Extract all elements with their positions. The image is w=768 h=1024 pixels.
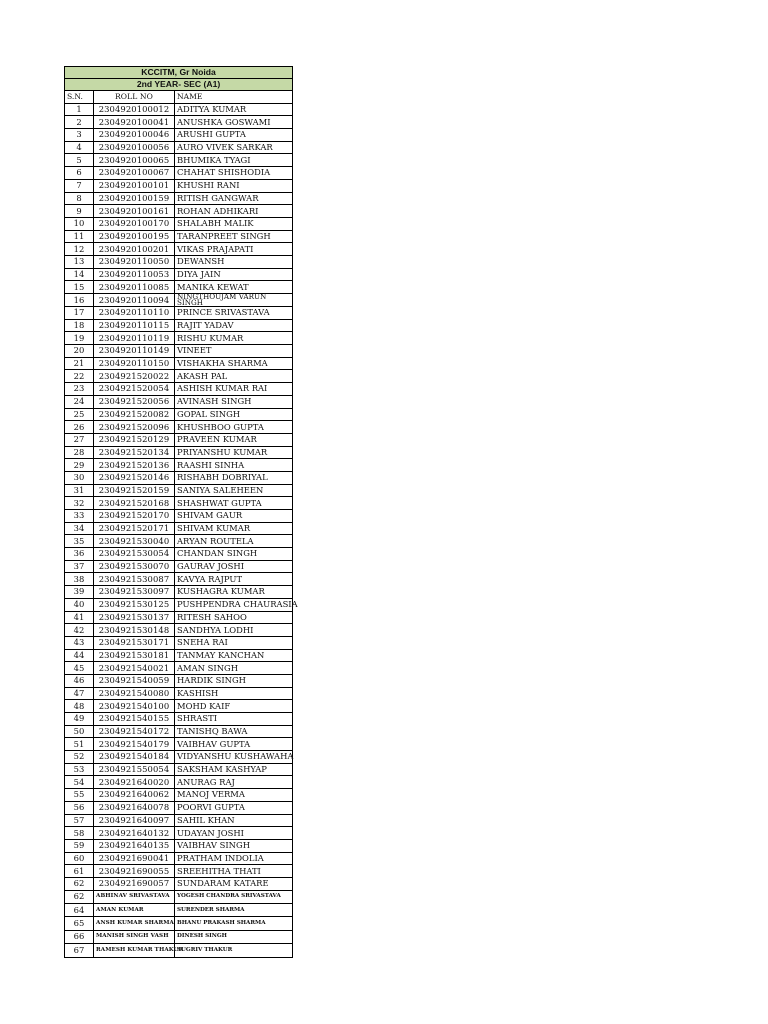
table-row bbox=[65, 852, 293, 865]
name-cell: DINESH SINGH bbox=[175, 930, 293, 943]
roll-cell: 2304921540100 bbox=[94, 700, 175, 713]
sn-cell: 52 bbox=[65, 751, 94, 764]
name-cell: SUNDARAM KATARE bbox=[175, 877, 293, 890]
name-cell: TARANPREET SINGH bbox=[175, 230, 293, 243]
name-cell: KASHISH bbox=[175, 687, 293, 700]
sn-cell: 23 bbox=[65, 383, 94, 396]
name-cell: GAURAV JOSHI bbox=[175, 560, 293, 573]
table-row bbox=[65, 192, 293, 205]
sn-cell: 51 bbox=[65, 738, 94, 751]
sn-cell: 48 bbox=[65, 700, 94, 713]
roll-cell: 2304920100041 bbox=[94, 116, 175, 129]
table-row bbox=[65, 408, 293, 421]
sn-cell: 30 bbox=[65, 471, 94, 484]
table-row bbox=[65, 205, 293, 218]
table-row bbox=[65, 560, 293, 573]
name-cell: CHAHAT SHISHODIA bbox=[175, 167, 293, 180]
roll-cell: 2304921640078 bbox=[94, 801, 175, 814]
table-row bbox=[65, 776, 293, 789]
name-cell: ARYAN ROUTELA bbox=[175, 535, 293, 548]
name-cell: BHUMIKA TYAGI bbox=[175, 154, 293, 167]
roll-cell: 2304921530054 bbox=[94, 548, 175, 561]
name-cell: TANMAY KANCHAN bbox=[175, 649, 293, 662]
sn-cell: 6 bbox=[65, 167, 94, 180]
sn-cell: 4 bbox=[65, 141, 94, 154]
sn-cell: 26 bbox=[65, 421, 94, 434]
table-row bbox=[65, 103, 293, 116]
table-row bbox=[65, 827, 293, 840]
name-cell: SANDHYA LODHI bbox=[175, 624, 293, 637]
sn-cell: 42 bbox=[65, 624, 94, 637]
name-cell: UDAYAN JOSHI bbox=[175, 827, 293, 840]
table-row bbox=[65, 383, 293, 396]
roll-cell: 2304920100046 bbox=[94, 129, 175, 142]
sn-cell: 62 bbox=[65, 877, 94, 890]
sn-cell: 57 bbox=[65, 814, 94, 827]
name-cell: VINEET bbox=[175, 345, 293, 358]
roll-cell: MANISH SINGH VASH bbox=[94, 930, 175, 943]
subtitle-row bbox=[65, 79, 293, 91]
table-row bbox=[65, 801, 293, 814]
roll-cell: 2304921530171 bbox=[94, 636, 175, 649]
roll-cell: 2304921530040 bbox=[94, 535, 175, 548]
roll-cell: 2304921540172 bbox=[94, 725, 175, 738]
name-cell: ROHAN ADHIKARI bbox=[175, 205, 293, 218]
roll-cell: 2304921520168 bbox=[94, 497, 175, 510]
roll-cell: 2304921520146 bbox=[94, 471, 175, 484]
table-row bbox=[65, 522, 293, 535]
table-row bbox=[65, 751, 293, 764]
table-row bbox=[65, 814, 293, 827]
table-row bbox=[65, 154, 293, 167]
sn-cell: 60 bbox=[65, 852, 94, 865]
table-row bbox=[65, 332, 293, 345]
roll-cell: 2304921690041 bbox=[94, 852, 175, 865]
name-cell: SAKSHAM KASHYAP bbox=[175, 763, 293, 776]
name-cell: ANUSHKA GOSWAMI bbox=[175, 116, 293, 129]
sn-cell: 3 bbox=[65, 129, 94, 142]
name-cell: ANURAG RAJ bbox=[175, 776, 293, 789]
name-cell: DIYA JAIN bbox=[175, 268, 293, 281]
sn-cell: 43 bbox=[65, 636, 94, 649]
college-title: KCCITM, Gr Noida bbox=[65, 67, 293, 79]
roll-cell: 2304921520056 bbox=[94, 395, 175, 408]
roll-cell: 2304920110150 bbox=[94, 357, 175, 370]
table-row bbox=[65, 484, 293, 497]
name-cell: MANOJ VERMA bbox=[175, 789, 293, 802]
table-row bbox=[65, 789, 293, 802]
roll-cell: 2304921540179 bbox=[94, 738, 175, 751]
roll-cell: ABHINAV SRIVASTAVA bbox=[94, 890, 175, 903]
roll-cell: 2304920110110 bbox=[94, 307, 175, 320]
name-cell: VAIBHAV SINGH bbox=[175, 839, 293, 852]
roll-cell: ANSH KUMAR SHARMA bbox=[94, 917, 175, 930]
table-row bbox=[65, 548, 293, 561]
table-row bbox=[65, 268, 293, 281]
table-row bbox=[65, 674, 293, 687]
name-cell: MOHD KAIF bbox=[175, 700, 293, 713]
table-row bbox=[65, 179, 293, 192]
roll-cell: 2304920110119 bbox=[94, 332, 175, 345]
name-cell: KUSHAGRA KUMAR bbox=[175, 586, 293, 599]
table-row bbox=[65, 294, 293, 307]
table-row bbox=[65, 649, 293, 662]
roll-cell: 2304921520171 bbox=[94, 522, 175, 535]
table-row bbox=[65, 917, 293, 930]
name-cell: SAHIL KHAN bbox=[175, 814, 293, 827]
name-cell: PRIYANSHU KUMAR bbox=[175, 446, 293, 459]
table-row bbox=[65, 357, 293, 370]
table-row bbox=[65, 944, 293, 957]
table-row bbox=[65, 116, 293, 129]
sn-cell: 24 bbox=[65, 395, 94, 408]
name-cell: ADITYA KUMAR bbox=[175, 103, 293, 116]
table-row bbox=[65, 573, 293, 586]
name-cell: RISHABH DOBRIYAL bbox=[175, 471, 293, 484]
sn-cell: 36 bbox=[65, 548, 94, 561]
name-cell: VISHAKHA SHARMA bbox=[175, 357, 293, 370]
name-cell: MANIKA KEWAT bbox=[175, 281, 293, 294]
name-cell: SNEHA RAI bbox=[175, 636, 293, 649]
roll-cell: 2304921640020 bbox=[94, 776, 175, 789]
roll-cell: RAMESH KUMAR THAKUR bbox=[94, 944, 175, 957]
table-row bbox=[65, 459, 293, 472]
name-cell: RAJIT YADAV bbox=[175, 319, 293, 332]
table-row bbox=[65, 738, 293, 751]
roll-cell: 2304921690055 bbox=[94, 865, 175, 878]
sn-cell: 25 bbox=[65, 408, 94, 421]
roll-cell: 2304921540155 bbox=[94, 713, 175, 726]
sn-cell: 55 bbox=[65, 789, 94, 802]
name-cell: SUGRIV THAKUR bbox=[175, 944, 293, 957]
table-row bbox=[65, 433, 293, 446]
table-row bbox=[65, 510, 293, 523]
sn-cell: 67 bbox=[65, 944, 94, 957]
name-cell: BHANU PRAKASH SHARMA bbox=[175, 917, 293, 930]
roll-cell: 2304920100056 bbox=[94, 141, 175, 154]
name-cell: RITESH SAHOO bbox=[175, 611, 293, 624]
roll-cell: 2304921520136 bbox=[94, 459, 175, 472]
sn-cell: 8 bbox=[65, 192, 94, 205]
table-row bbox=[65, 611, 293, 624]
sn-cell: 9 bbox=[65, 205, 94, 218]
sn-cell: 22 bbox=[65, 370, 94, 383]
sn-cell: 19 bbox=[65, 332, 94, 345]
table-row bbox=[65, 700, 293, 713]
table-row bbox=[65, 687, 293, 700]
name-cell: VIKAS PRAJAPATI bbox=[175, 243, 293, 256]
sn-cell: 45 bbox=[65, 662, 94, 675]
name-cell: PRINCE SRIVASTAVA bbox=[175, 307, 293, 320]
table-row bbox=[65, 598, 293, 611]
table-row bbox=[65, 586, 293, 599]
table-row bbox=[65, 217, 293, 230]
sn-cell: 40 bbox=[65, 598, 94, 611]
name-cell: AURO VIVEK SARKAR bbox=[175, 141, 293, 154]
roll-cell: 2304920100067 bbox=[94, 167, 175, 180]
roll-cell: 2304920110085 bbox=[94, 281, 175, 294]
sn-cell: 12 bbox=[65, 243, 94, 256]
roll-cell: 2304920100065 bbox=[94, 154, 175, 167]
name-cell: HARDIK SINGH bbox=[175, 674, 293, 687]
roll-cell: 2304921550054 bbox=[94, 763, 175, 776]
header-sn: S.N. bbox=[65, 91, 94, 104]
title-row bbox=[65, 67, 293, 79]
table-row bbox=[65, 865, 293, 878]
name-cell: RAASHI SINHA bbox=[175, 459, 293, 472]
sn-cell: 11 bbox=[65, 230, 94, 243]
roll-cell: 2304921520096 bbox=[94, 421, 175, 434]
name-cell: AVINASH SINGH bbox=[175, 395, 293, 408]
sn-cell: 15 bbox=[65, 281, 94, 294]
sn-cell: 1 bbox=[65, 103, 94, 116]
section-title: 2nd YEAR- SEC (A1) bbox=[65, 79, 293, 91]
roll-cell: AMAN KUMAR bbox=[94, 904, 175, 917]
sn-cell: 7 bbox=[65, 179, 94, 192]
sn-cell: 66 bbox=[65, 930, 94, 943]
sn-cell: 13 bbox=[65, 255, 94, 268]
sn-cell: 16 bbox=[65, 294, 94, 307]
name-cell: SHRASTI bbox=[175, 713, 293, 726]
table-row bbox=[65, 307, 293, 320]
roll-cell: 2304921520129 bbox=[94, 433, 175, 446]
name-cell: KAVYA RAJPUT bbox=[175, 573, 293, 586]
roll-cell: 2304921530097 bbox=[94, 586, 175, 599]
sn-cell: 56 bbox=[65, 801, 94, 814]
table-row bbox=[65, 930, 293, 943]
sn-cell: 62 bbox=[65, 890, 94, 903]
roll-cell: 2304921530087 bbox=[94, 573, 175, 586]
roll-cell: 2304921530125 bbox=[94, 598, 175, 611]
roll-cell: 2304920100161 bbox=[94, 205, 175, 218]
roll-cell: 2304920110149 bbox=[94, 345, 175, 358]
name-cell: ARUSHI GUPTA bbox=[175, 129, 293, 142]
table-row bbox=[65, 662, 293, 675]
table-row bbox=[65, 471, 293, 484]
name-cell: PRATHAM INDOLIA bbox=[175, 852, 293, 865]
table-row bbox=[65, 345, 293, 358]
sn-cell: 46 bbox=[65, 674, 94, 687]
name-cell: POORVI GUPTA bbox=[175, 801, 293, 814]
sn-cell: 18 bbox=[65, 319, 94, 332]
roll-cell: 2304921640132 bbox=[94, 827, 175, 840]
name-cell: VAIBHAV GUPTA bbox=[175, 738, 293, 751]
sn-cell: 32 bbox=[65, 497, 94, 510]
sn-cell: 41 bbox=[65, 611, 94, 624]
sn-cell: 21 bbox=[65, 357, 94, 370]
table-row bbox=[65, 255, 293, 268]
name-cell: DEWANSH bbox=[175, 255, 293, 268]
table-row bbox=[65, 167, 293, 180]
sn-cell: 59 bbox=[65, 839, 94, 852]
header-name: NAME bbox=[175, 91, 293, 104]
roll-cell: 2304921530181 bbox=[94, 649, 175, 662]
table-row bbox=[65, 129, 293, 142]
sn-cell: 28 bbox=[65, 446, 94, 459]
roll-cell: 2304921520022 bbox=[94, 370, 175, 383]
table-row bbox=[65, 636, 293, 649]
roll-cell: 2304921540184 bbox=[94, 751, 175, 764]
table-row bbox=[65, 319, 293, 332]
sn-cell: 49 bbox=[65, 713, 94, 726]
sn-cell: 38 bbox=[65, 573, 94, 586]
table-row bbox=[65, 624, 293, 637]
name-cell: YOGESH CHANDRA SRIVASTAVA bbox=[175, 890, 293, 903]
roll-cell: 2304920100170 bbox=[94, 217, 175, 230]
roll-cell: 2304920100201 bbox=[94, 243, 175, 256]
name-cell: SHIVAM KUMAR bbox=[175, 522, 293, 535]
student-list-table bbox=[64, 66, 298, 958]
roll-cell: 2304921530070 bbox=[94, 560, 175, 573]
name-cell: TANISHQ BAWA bbox=[175, 725, 293, 738]
sn-cell: 61 bbox=[65, 865, 94, 878]
name-cell: SHASHWAT GUPTA bbox=[175, 497, 293, 510]
sn-cell: 39 bbox=[65, 586, 94, 599]
sn-cell: 47 bbox=[65, 687, 94, 700]
name-cell: GOPAL SINGH bbox=[175, 408, 293, 421]
name-cell: SANIYA SALEHEEN bbox=[175, 484, 293, 497]
sn-cell: 17 bbox=[65, 307, 94, 320]
sn-cell: 29 bbox=[65, 459, 94, 472]
table-row bbox=[65, 839, 293, 852]
header-roll: ROLL NO bbox=[94, 91, 175, 104]
sn-cell: 37 bbox=[65, 560, 94, 573]
name-cell: KHUSHI RANI bbox=[175, 179, 293, 192]
roll-cell: 2304921530137 bbox=[94, 611, 175, 624]
sn-cell: 54 bbox=[65, 776, 94, 789]
sn-cell: 14 bbox=[65, 268, 94, 281]
sn-cell: 58 bbox=[65, 827, 94, 840]
table-row bbox=[65, 421, 293, 434]
table-row bbox=[65, 395, 293, 408]
table-row bbox=[65, 725, 293, 738]
sn-cell: 65 bbox=[65, 917, 94, 930]
table-row bbox=[65, 446, 293, 459]
roll-cell: 2304921640135 bbox=[94, 839, 175, 852]
sn-cell: 53 bbox=[65, 763, 94, 776]
name-cell: RISHU KUMAR bbox=[175, 332, 293, 345]
roll-cell: 2304920110115 bbox=[94, 319, 175, 332]
name-cell: SHALABH MALIK bbox=[175, 217, 293, 230]
sn-cell: 64 bbox=[65, 904, 94, 917]
name-cell: AKASH PAL bbox=[175, 370, 293, 383]
name-cell: PUSHPENDRA CHAURASIA bbox=[175, 598, 293, 611]
table-row bbox=[65, 230, 293, 243]
sn-cell: 27 bbox=[65, 433, 94, 446]
sn-cell: 5 bbox=[65, 154, 94, 167]
name-cell: AMAN SINGH bbox=[175, 662, 293, 675]
table-row bbox=[65, 877, 293, 890]
table-row bbox=[65, 141, 293, 154]
name-cell: VIDYANSHU KUSHAWAHA bbox=[175, 751, 293, 764]
name-cell: SREEHITHA THATI bbox=[175, 865, 293, 878]
sn-cell: 20 bbox=[65, 345, 94, 358]
name-cell: KHUSHBOO GUPTA bbox=[175, 421, 293, 434]
table-row bbox=[65, 497, 293, 510]
roll-cell: 2304921640062 bbox=[94, 789, 175, 802]
roll-cell: 2304921520082 bbox=[94, 408, 175, 421]
sn-cell: 31 bbox=[65, 484, 94, 497]
roll-cell: 2304921540080 bbox=[94, 687, 175, 700]
roll-cell: 2304920100159 bbox=[94, 192, 175, 205]
sn-cell: 34 bbox=[65, 522, 94, 535]
sn-cell: 33 bbox=[65, 510, 94, 523]
roll-cell: 2304920100012 bbox=[94, 103, 175, 116]
table-row bbox=[65, 904, 293, 917]
name-cell: SHIVAM GAUR bbox=[175, 510, 293, 523]
sn-cell: 35 bbox=[65, 535, 94, 548]
name-cell: NINGTHOUJAM VARUN SINGH bbox=[175, 294, 293, 307]
roll-cell: 2304921640097 bbox=[94, 814, 175, 827]
name-cell: RITISH GANGWAR bbox=[175, 192, 293, 205]
roll-cell: 2304920110094 bbox=[94, 294, 175, 307]
roll-cell: 2304920100101 bbox=[94, 179, 175, 192]
table-row bbox=[65, 713, 293, 726]
roll-cell: 2304921520159 bbox=[94, 484, 175, 497]
roll-cell: 2304921520134 bbox=[94, 446, 175, 459]
roll-cell: 2304921540021 bbox=[94, 662, 175, 675]
sn-cell: 10 bbox=[65, 217, 94, 230]
roll-cell: 2304921520054 bbox=[94, 383, 175, 396]
column-header-row bbox=[65, 91, 293, 104]
roll-cell: 2304921520170 bbox=[94, 510, 175, 523]
roll-cell: 2304921690057 bbox=[94, 877, 175, 890]
table-row bbox=[65, 370, 293, 383]
table-row bbox=[65, 763, 293, 776]
name-cell: PRAVEEN KUMAR bbox=[175, 433, 293, 446]
name-cell: CHANDAN SINGH bbox=[175, 548, 293, 561]
sn-cell: 50 bbox=[65, 725, 94, 738]
table-row bbox=[65, 243, 293, 256]
roll-cell: 2304921530148 bbox=[94, 624, 175, 637]
name-cell: SURENDER SHARMA bbox=[175, 904, 293, 917]
table-row bbox=[65, 890, 293, 903]
roll-cell: 2304920110050 bbox=[94, 255, 175, 268]
roll-cell: 2304920110053 bbox=[94, 268, 175, 281]
sn-cell: 44 bbox=[65, 649, 94, 662]
roll-cell: 2304920100195 bbox=[94, 230, 175, 243]
name-cell: ASHISH KUMAR RAI bbox=[175, 383, 293, 396]
sn-cell: 2 bbox=[65, 116, 94, 129]
table-row bbox=[65, 535, 293, 548]
roll-cell: 2304921540059 bbox=[94, 674, 175, 687]
